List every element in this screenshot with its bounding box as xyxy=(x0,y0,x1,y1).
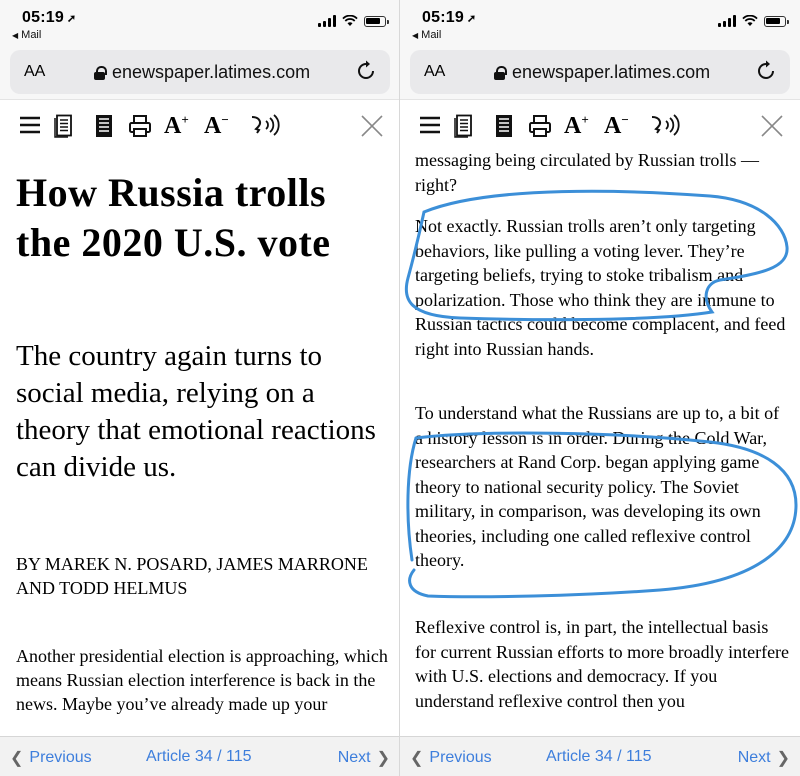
article-content xyxy=(0,146,400,736)
font-increase-label: A xyxy=(164,113,182,139)
url-display[interactable] xyxy=(494,62,710,83)
page-view-icon[interactable] xyxy=(54,114,74,138)
signal-icon xyxy=(318,15,336,27)
text-size-button[interactable] xyxy=(24,63,45,81)
print-icon[interactable] xyxy=(528,114,552,138)
back-triangle-icon: ◀ xyxy=(12,31,19,40)
address-bar-area xyxy=(0,46,400,100)
status-icons xyxy=(318,13,386,27)
wifi-icon xyxy=(342,15,358,27)
article-paragraph-3: To understand what the Russians are up to, a bit of a history lesson is in order. During the Cold War, researchers at Rand Corp. began applying game theory to national security policy. The Soviet military, in comparison, was developing its own theories, including one called reflexive control theory. xyxy=(415,403,780,570)
close-icon[interactable] xyxy=(358,112,386,140)
font-decrease-label: A xyxy=(204,113,222,139)
back-to-mail-link[interactable] xyxy=(412,29,441,41)
byline-line-2: AND TODD HELMUS xyxy=(16,578,188,598)
battery-icon xyxy=(364,16,386,27)
location-arrow-icon: ➚ xyxy=(66,13,77,25)
signal-icon xyxy=(718,15,736,27)
reader-toolbar xyxy=(0,106,400,146)
read-aloud-icon[interactable] xyxy=(248,113,282,137)
time-text: 05:19 xyxy=(22,9,64,26)
url-display[interactable] xyxy=(94,62,310,83)
text-view-icon[interactable] xyxy=(94,114,114,138)
previous-button[interactable] xyxy=(410,748,492,768)
previous-label: Previous xyxy=(29,749,92,766)
font-increase-button[interactable] xyxy=(564,112,589,140)
back-to-mail-label: Mail xyxy=(421,29,442,41)
next-label: Next xyxy=(337,749,371,766)
status-icons xyxy=(718,13,786,27)
lock-icon xyxy=(494,66,505,79)
byline-line-1: BY MAREK N. POSARD, JAMES MARRONE xyxy=(16,554,368,574)
chevron-right-icon: ❯ xyxy=(776,750,790,767)
article-byline xyxy=(16,552,386,600)
font-decrease-button[interactable] xyxy=(604,112,629,140)
article-dek: The country again turns to social media, relying on a theory that emotional reactions can divide us. xyxy=(16,340,376,483)
back-to-mail-label: Mail xyxy=(21,29,42,41)
plus-icon: + xyxy=(181,112,189,127)
article-content xyxy=(400,146,800,736)
article-headline: How Russia trolls the 2020 U.S. vote xyxy=(16,170,331,265)
next-button[interactable] xyxy=(738,748,790,768)
font-decrease-button[interactable] xyxy=(204,112,229,140)
lock-icon xyxy=(94,66,105,79)
status-time xyxy=(422,9,476,27)
next-button[interactable] xyxy=(338,748,390,768)
status-time xyxy=(22,9,76,27)
chevron-right-icon: ❯ xyxy=(376,750,390,767)
bottom-navigation xyxy=(400,736,800,776)
article-paragraph-4: Reflexive control is, in part, the intellectual basis for current Russian efforts to more broadly interfere with U.S. elections and democracy. If you understand reflexive control then you xyxy=(415,617,790,711)
back-to-mail-link[interactable] xyxy=(12,29,41,41)
wifi-icon xyxy=(742,15,758,27)
time-text: 05:19 xyxy=(422,9,464,26)
menu-icon[interactable] xyxy=(418,114,442,136)
status-bar xyxy=(400,0,800,46)
previous-label: Previous xyxy=(429,749,492,766)
right-screen xyxy=(400,0,800,776)
address-bar[interactable] xyxy=(410,50,790,94)
next-label: Next xyxy=(737,749,771,766)
font-increase-label: A xyxy=(564,113,582,139)
print-icon[interactable] xyxy=(128,114,152,138)
article-paragraph-2: Not exactly. Russian trolls aren’t only targeting behaviors, like pulling a voting lever. They’re targeting beliefs, trying to stoke tribalism and polarization. Those who think they are immune to Russian tactics could become complacent, and feed right into Russian hands. xyxy=(415,216,786,359)
address-bar-area xyxy=(400,46,800,100)
url-text: enewspaper.latimes.com xyxy=(112,62,311,82)
reload-icon[interactable] xyxy=(754,59,778,83)
reader-toolbar xyxy=(400,106,800,146)
address-bar[interactable] xyxy=(10,50,390,94)
url-text: enewspaper.latimes.com xyxy=(512,62,711,82)
article-counter: Article 34 / 115 xyxy=(546,748,652,765)
article-paragraph-1: messaging being circulated by Russian trolls — right? xyxy=(415,150,759,195)
minus-icon: − xyxy=(221,112,229,127)
page-view-icon[interactable] xyxy=(454,114,474,138)
close-icon[interactable] xyxy=(758,112,786,140)
chevron-left-icon: ❮ xyxy=(410,750,424,767)
read-aloud-icon[interactable] xyxy=(648,113,682,137)
battery-icon xyxy=(764,16,786,27)
font-decrease-label: A xyxy=(604,113,622,139)
text-size-button[interactable] xyxy=(424,63,445,81)
text-view-icon[interactable] xyxy=(494,114,514,138)
back-triangle-icon: ◀ xyxy=(412,31,419,40)
font-increase-button[interactable] xyxy=(164,112,189,140)
article-body-paragraph: Another presidential election is approaching, which means Russian election interference is back in the news. Maybe you’ve already made up your xyxy=(16,646,388,714)
previous-button[interactable] xyxy=(10,748,92,768)
reload-icon[interactable] xyxy=(354,59,378,83)
bottom-navigation xyxy=(0,736,400,776)
plus-icon: + xyxy=(581,112,589,127)
text-size-label: AA xyxy=(424,63,446,80)
menu-icon[interactable] xyxy=(18,114,42,136)
location-arrow-icon: ➚ xyxy=(466,13,477,25)
chevron-left-icon: ❮ xyxy=(10,750,24,767)
text-size-label: AA xyxy=(24,63,46,80)
status-bar xyxy=(0,0,400,46)
article-counter: Article 34 / 115 xyxy=(146,748,252,765)
minus-icon: − xyxy=(621,112,629,127)
